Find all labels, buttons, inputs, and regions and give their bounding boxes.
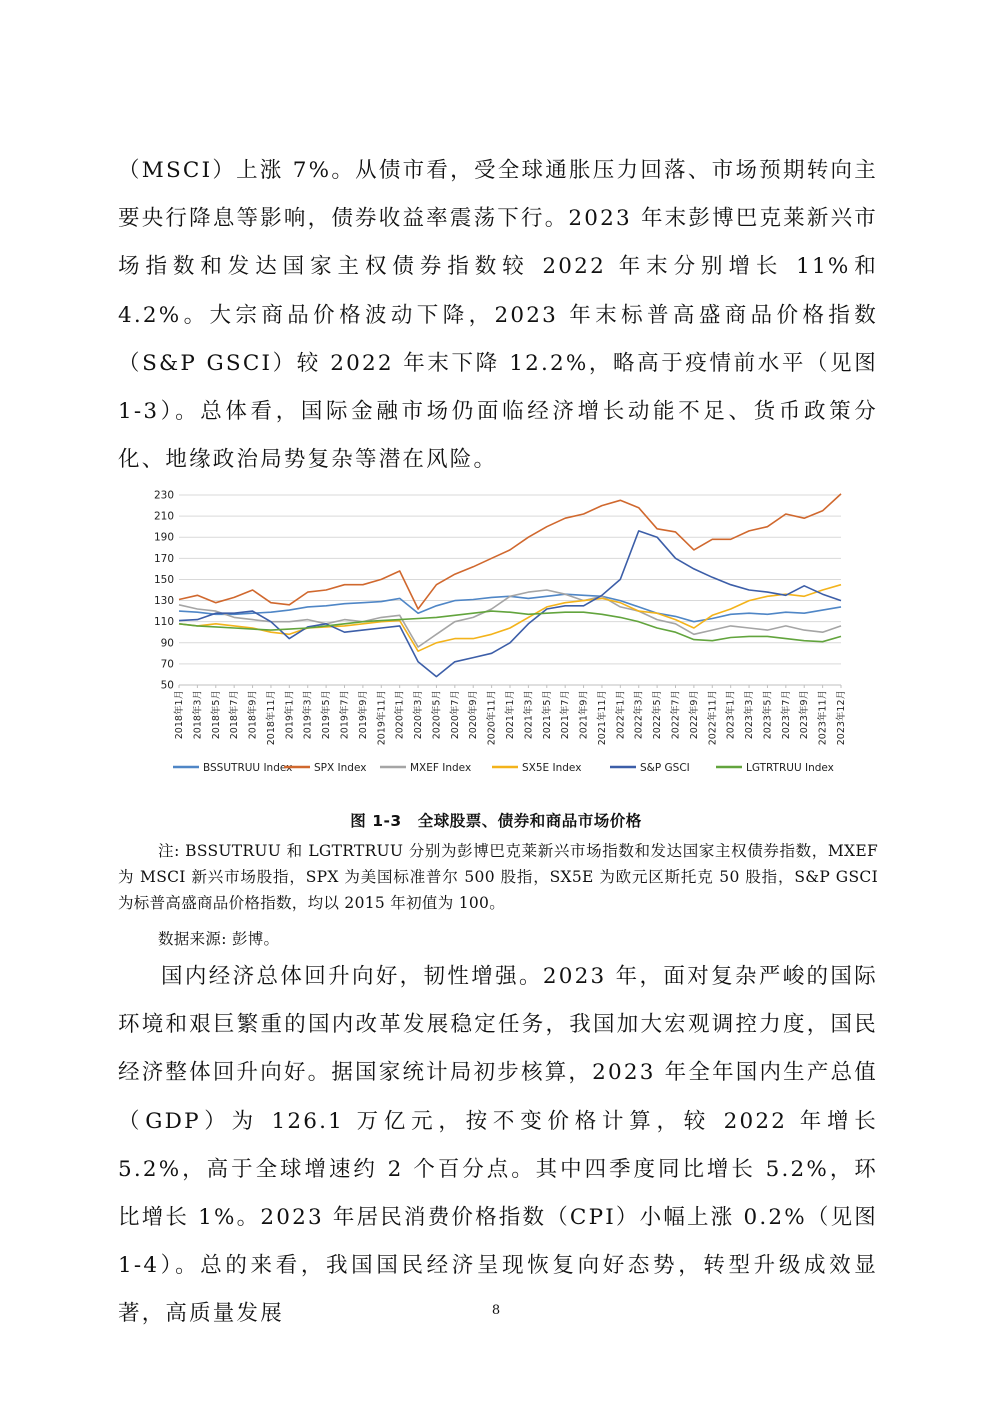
x-tick-label: 2022年5月 — [652, 690, 664, 740]
paragraph-1: （MSCI）上涨 7%。从债市看，受全球通胀压力回落、市场预期转向主要央行降息等影响，债券收益率震荡下行。2023 年末彭博巴克莱新兴市场指数和发达国家主权债券指数较 2022 年末分别增长 11%和 4.2%。大宗商品价格波动下降，2023 年末标普高盛商品价格指数（S&P GSCI）较 2022 年末下降 12.2%，略高于疫情前水平（见图 1-3）。总体看，国际金融市场仍面临经济增长动能不足、货币政策分化、地缘政治局势复杂等潜在风险。 — [118, 158, 878, 473]
legend-label: LGTRTRUU Index — [746, 762, 834, 774]
x-tick-label: 2020年11月 — [486, 690, 498, 746]
figure-1-3-chart — [148, 483, 848, 783]
x-tick-label: 2020年7月 — [449, 690, 461, 740]
x-tick-label: 2018年7月 — [229, 690, 241, 740]
figure-note: 注: BSSUTRUU 和 LGTRTRUU 分别为彭博巴克莱新兴市场指数和发达国家主权债券指数，MXEF 为 MSCI 新兴市场股指，SPX 为美国标准普尔 500 股指，SX5E 为欧元区斯托克 50 股指，S&P GSCI 为标普高盛商品价格指数，均以 2015 年初值为 100。 — [118, 842, 878, 912]
x-tick-label: 2021年1月 — [505, 690, 516, 740]
legend-label: SPX Index — [314, 762, 367, 774]
y-tick-label: 210 — [153, 510, 174, 523]
x-tick-label: 2023年1月 — [725, 690, 737, 740]
x-tick-label: 2023年7月 — [780, 690, 792, 740]
x-tick-label: 2019年5月 — [321, 690, 333, 740]
y-tick-label: 90 — [160, 637, 174, 650]
x-tick-label: 2019年1月 — [284, 690, 296, 740]
series-line — [179, 594, 841, 622]
line-chart — [148, 483, 848, 783]
y-tick-label: 130 — [153, 595, 174, 608]
x-tick-label: 2023年11月 — [817, 690, 829, 746]
legend-label: S&P GSCI — [640, 762, 690, 774]
x-tick-label: 2023年9月 — [799, 690, 811, 740]
page-number: 8 — [491, 1303, 501, 1318]
x-tick-label: 2018年1月 — [174, 690, 185, 740]
x-tick-label: 2021年9月 — [578, 690, 590, 740]
y-tick-label: 50 — [160, 679, 174, 692]
x-tick-label: 2018年5月 — [210, 690, 222, 740]
x-tick-label: 2022年11月 — [707, 690, 719, 746]
y-tick-label: 110 — [153, 616, 174, 629]
x-tick-label: 2022年9月 — [688, 690, 700, 740]
x-tick-label: 2022年1月 — [615, 690, 627, 740]
legend-label: SX5E Index — [522, 762, 582, 774]
x-tick-label: 2020年1月 — [394, 690, 406, 740]
x-tick-label: 2023年5月 — [762, 690, 774, 740]
x-tick-label: 2020年3月 — [413, 690, 425, 740]
series-line — [179, 494, 841, 609]
x-tick-label: 2019年7月 — [339, 690, 351, 740]
x-tick-label: 2021年5月 — [541, 690, 553, 740]
x-tick-label: 2023年12月 — [836, 690, 847, 746]
y-tick-label: 70 — [160, 658, 174, 671]
paragraph-2: 国内经济总体回升向好，韧性增强。2023 年，面对复杂严峻的国际环境和艰巨繁重的国内改革发展稳定任务，我国加大宏观调控力度，国民经济整体回升向好。据国家统计局初步核算，2023 年全年国内生产总值（GDP）为 126.1 万亿元，按不变价格计算，较 2022 年增长 5.2%，高于全球增速约 2 个百分点。其中四季度同比增长 5.2%，环比增长 1%。2023 年居民消费价格指数（CPI）小幅上涨 0.2%（见图 1-4）。总的来看，我国国民经济呈现恢复向好态势，转型升级成效显著，高质量发展 — [118, 964, 878, 1327]
x-tick-label: 2018年9月 — [247, 690, 259, 740]
x-tick-label: 2020年5月 — [431, 690, 443, 740]
y-tick-label: 150 — [153, 573, 174, 586]
figure-source: 数据来源: 彭博。 — [158, 930, 280, 948]
x-tick-label: 2019年3月 — [302, 690, 314, 740]
x-tick-label: 2019年11月 — [376, 690, 388, 746]
x-tick-label: 2022年3月 — [633, 690, 645, 740]
x-tick-label: 2021年3月 — [523, 690, 535, 740]
series-line — [179, 585, 841, 652]
x-tick-label: 2021年11月 — [596, 690, 608, 746]
figure-caption: 图 1-3 全球股票、债券和商品市场价格 — [350, 812, 642, 830]
x-tick-label: 2018年3月 — [192, 690, 204, 740]
x-tick-label: 2021年7月 — [560, 690, 572, 740]
legend-label: MXEF Index — [410, 762, 472, 774]
y-tick-label: 190 — [153, 531, 174, 544]
x-tick-label: 2018年11月 — [265, 690, 277, 746]
legend-label: BSSUTRUU Index — [203, 762, 293, 774]
x-tick-label: 2022年7月 — [670, 690, 682, 740]
y-tick-label: 230 — [153, 489, 174, 502]
x-tick-label: 2023年3月 — [744, 690, 756, 740]
x-tick-label: 2019年9月 — [357, 690, 369, 740]
x-tick-label: 2020年9月 — [468, 690, 480, 740]
y-tick-label: 170 — [153, 552, 174, 565]
series-line — [179, 590, 841, 647]
